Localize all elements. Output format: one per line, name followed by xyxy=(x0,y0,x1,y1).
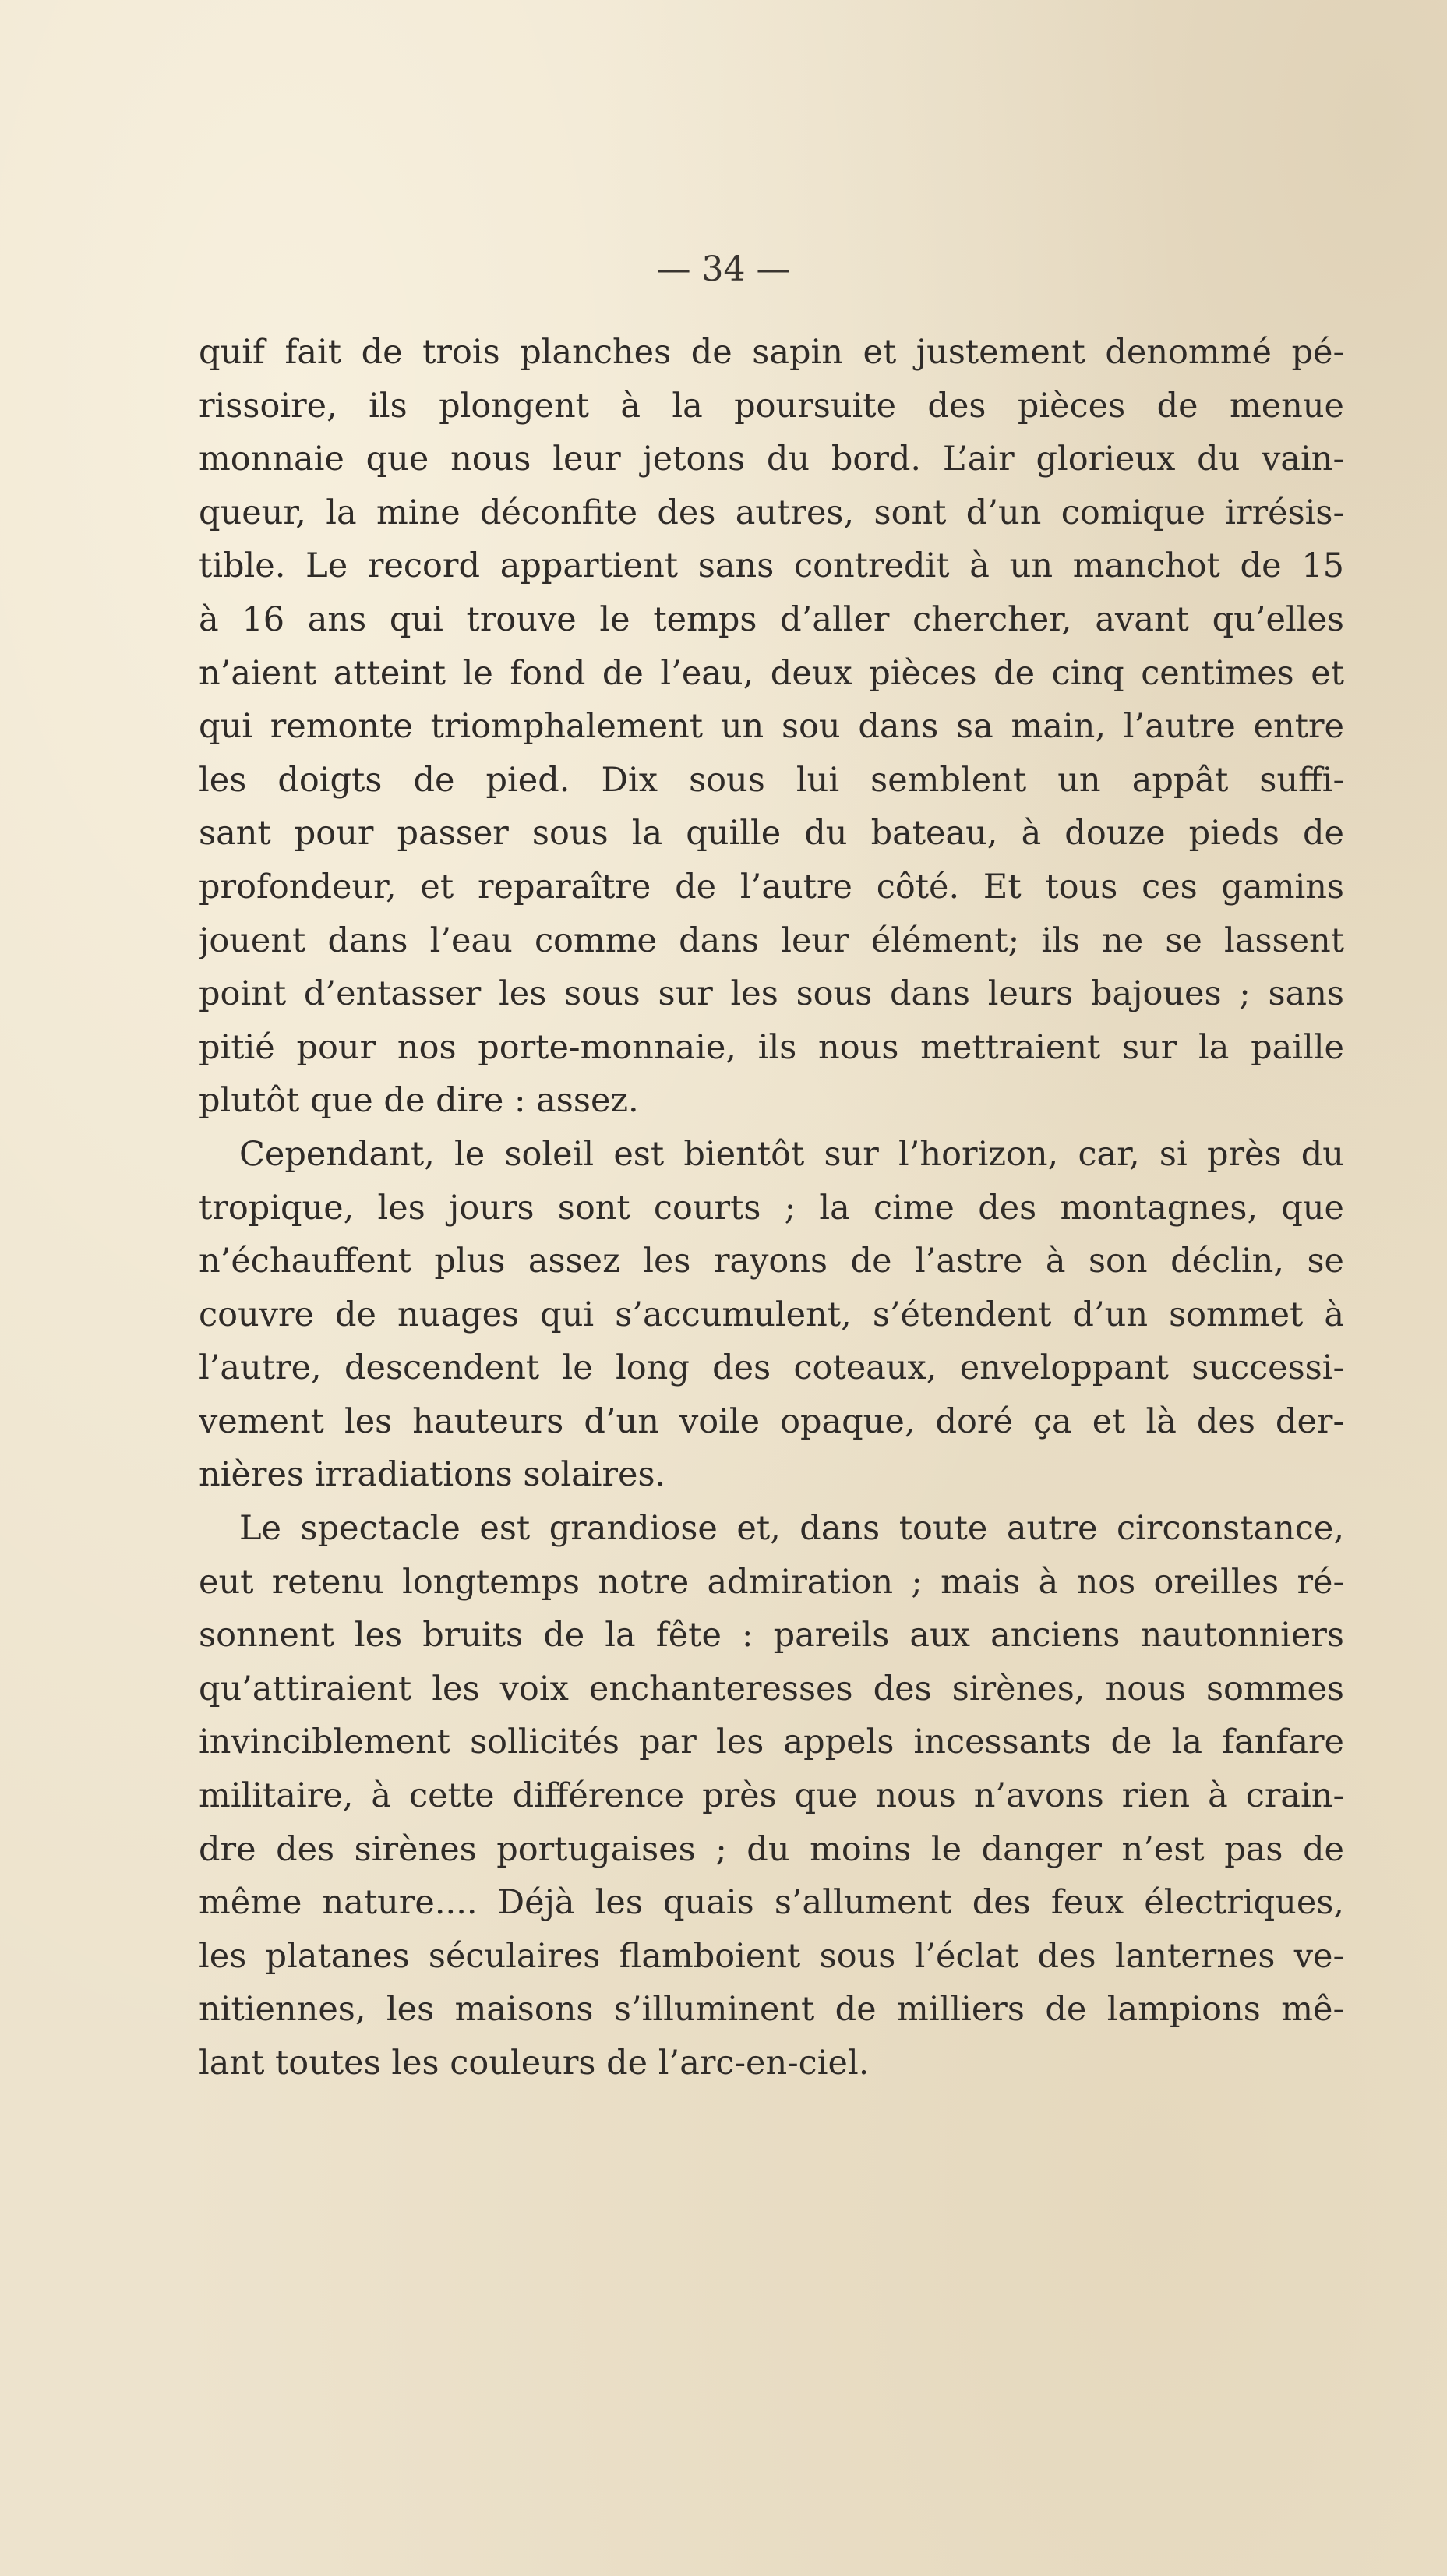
text-line: à 16 ans qui trouve le temps d’aller chercher, avant qu’elles xyxy=(199,599,1344,639)
text-line: même nature.... Déjà les quais s’allument des feux électriques, xyxy=(199,1883,1344,1923)
text-line: tropique, les jours sont courts ; la cime des montagnes, que xyxy=(199,1188,1344,1228)
text-line: couvre de nuages qui s’accumulent, s’étendent d’un sommet à xyxy=(199,1295,1344,1334)
text-line: point d’entasser les sous sur les sous dans leurs bajoues ; sans xyxy=(199,974,1344,1014)
text-line: quif fait de trois planches de sapin et justement denommé pé- xyxy=(199,333,1344,372)
text-line: monnaie que nous leur jetons du bord. L’air glorieux du vain- xyxy=(199,440,1344,479)
text-line: l’autre, descendent le long des coteaux, enveloppant successi- xyxy=(199,1348,1344,1388)
text-line: lant toutes les couleurs de l’arc-en-ciel. xyxy=(199,2044,870,2083)
text-line: tible. Le record appartient sans contredit à un manchot de 15 xyxy=(199,546,1344,586)
text-line: qui remonte triomphalement un sou dans sa main, l’autre entre xyxy=(199,707,1344,747)
text-line: dre des sirènes portugaises ; du moins le danger n’est pas de xyxy=(199,1829,1344,1869)
text-line: profondeur, et reparaître de l’autre côté. Et tous ces gamins xyxy=(199,867,1344,906)
text-line: militaire, à cette différence près que nous n’avons rien à crain- xyxy=(199,1776,1344,1816)
text-line: Cependant, le soleil est bientôt sur l’horizon, car, si près du xyxy=(239,1134,1344,1174)
text-line: eut retenu longtemps notre admiration ; mais à nos oreilles ré- xyxy=(199,1562,1344,1602)
text-line: nières irradiations solaires. xyxy=(199,1455,666,1495)
text-line: nitiennes, les maisons s’illuminent de milliers de lampions mê- xyxy=(199,1990,1344,2030)
text-line: Le spectacle est grandiose et, dans toute autre circonstance, xyxy=(239,1509,1344,1549)
text-line: qu’attiraient les voix enchanteresses des sirènes, nous sommes xyxy=(199,1669,1344,1708)
text-line: n’échauffent plus assez les rayons de l’astre à son déclin, se xyxy=(199,1242,1344,1281)
text-line: plutôt que de dire : assez. xyxy=(199,1081,639,1121)
text-line: jouent dans l’eau comme dans leur élément; ils ne se lassent xyxy=(199,921,1344,960)
text-line: pitié pour nos porte-monnaie, ils nous mettraient sur la paille xyxy=(199,1027,1344,1067)
text-line: sonnent les bruits de la fête : pareils aux anciens nautonniers xyxy=(199,1616,1344,1655)
text-line: n’aient atteint le fond de l’eau, deux pièces de cinq centimes et xyxy=(199,653,1344,693)
text-line: sant pour passer sous la quille du bateau, à douze pieds de xyxy=(199,814,1344,853)
text-line: les doigts de pied. Dix sous lui semblent un appât suffi- xyxy=(199,760,1344,800)
text-line: invinciblement sollicités par les appels incessants de la fanfare xyxy=(199,1723,1344,1762)
text-line: vement les hauteurs d’un voile opaque, doré ça et là des der- xyxy=(199,1401,1344,1441)
text-line: rissoire, ils plongent à la poursuite des pièces de menue xyxy=(199,386,1344,426)
text-line: les platanes séculaires flamboient sous l’éclat des lanternes ve- xyxy=(199,1936,1344,1976)
body-text xyxy=(199,326,1344,2090)
page-number: — 34 — xyxy=(656,249,791,289)
text-line: queur, la mine déconfite des autres, sont d’un comique irrésis- xyxy=(199,493,1344,532)
